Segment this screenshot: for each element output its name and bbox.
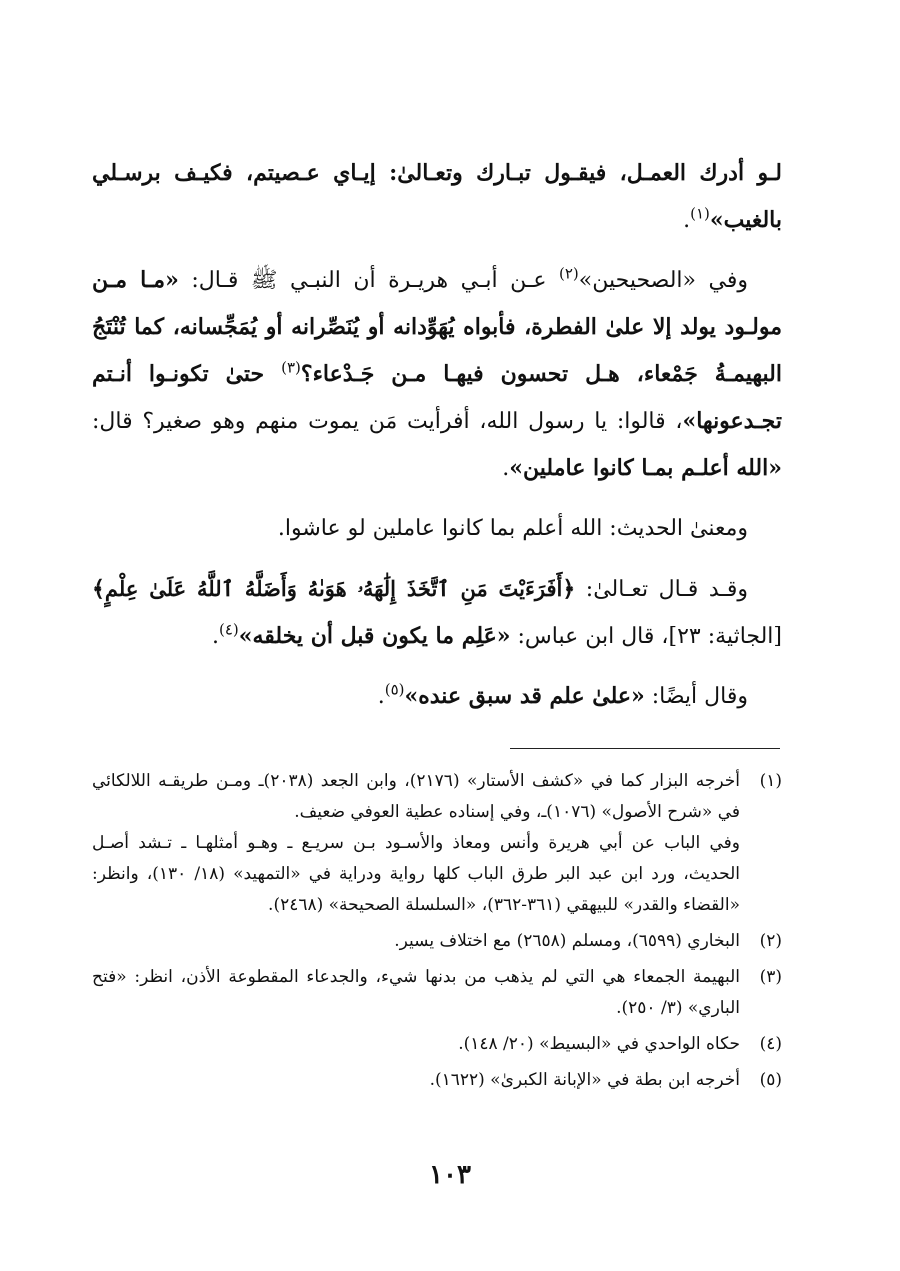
footnote-number: (٢) xyxy=(759,931,782,951)
paragraph-1 xyxy=(92,150,782,244)
footnote-text: البهيمة الجمعاء هي التي لم يذهب من بدنها شيء، والجدعاء المقطوعة الأذن، انظر: «فتح الباري» (٣/ ٢٥٠). xyxy=(92,967,740,1018)
paragraph-2 xyxy=(92,257,782,492)
footnote-ref: (٣) xyxy=(281,358,301,377)
footnote-text: حكاه الواحدي في «البسيط» (٢٠/ ١٤٨). xyxy=(458,1034,740,1054)
footnote-text: أخرجه ابن بطة في «الإبانة الكبرىٰ» (١٦٢٢). xyxy=(429,1070,740,1090)
punctuation: . xyxy=(502,456,510,481)
footnote-ref: (٤) xyxy=(218,620,239,639)
paragraph-3 xyxy=(92,505,782,552)
meaning-text: الله أعلم بما كانوا عاملين لو عاشوا. xyxy=(277,516,603,541)
footnote-number: (٣) xyxy=(759,967,782,987)
footnotes xyxy=(92,766,782,1101)
footnote-text-continued: وفي الباب عن أبي هريرة وأنس ومعاذ والأسـود بـن سريـع ـ وهـو أمثلهـا ـ تـشد أصـل الحديث، ورد ابن عبد البر طرق الباب كلها رواية ودراية في «التمهيد» (١٨/ ١٣٠)، وانظر: «القضاء والقدر» للبيهقي (٣٦١-٣٦٢)، «السلسلة الصحيحة» (٢٤٦٨). xyxy=(92,833,740,915)
footnote-ref: (٥) xyxy=(384,680,405,699)
main-text xyxy=(92,150,782,733)
punctuation: . xyxy=(211,624,219,649)
hadith-text: لـو أدرك العمـل، فيقـول تبـارك وتعـالىٰ: إيـاي عـصيتم، فكيـف برسـلي بالغيب» xyxy=(92,160,782,233)
footnote-ref: (٢) xyxy=(558,264,579,283)
footnote-1 xyxy=(92,766,782,921)
footnote-ref: (١) xyxy=(690,204,710,223)
paragraph-4 xyxy=(92,565,782,660)
hadith-text: «مـا مـن مولـود يولد إلا علىٰ الفطرة، فأبواه يُهَوِّدانه أو يُنَصِّرانه أو يُمَجِّسانه، كما تُنْتَجُ البهيمـةُ جَمْعاء، هـل تحسون فيهـا مـن جَـدْعاء؟ xyxy=(92,267,782,387)
paragraph-5 xyxy=(92,673,782,720)
footnote-divider xyxy=(510,748,780,749)
hadith-answer: «الله أعلـم بمـا كانوا عاملين» xyxy=(509,455,782,481)
also-quote: «علىٰ علم قد سبق عنده» xyxy=(404,683,645,709)
narration-intro: وفي «الصحيحين» xyxy=(578,268,748,293)
verse-close-bracket: ﴾ xyxy=(92,576,105,602)
narration-chain: عـن أبـي هريـرة أن النبـي ﷺ قـال: xyxy=(178,268,559,293)
also-intro: وقال أيضًا: xyxy=(644,684,748,709)
punctuation: . xyxy=(683,208,691,233)
footnote-5 xyxy=(92,1065,782,1096)
footnote-2 xyxy=(92,926,782,957)
footnote-4 xyxy=(92,1029,782,1060)
footnote-number: (١) xyxy=(759,771,782,791)
verse-open-bracket: ﴿ xyxy=(562,576,576,602)
footnote-text: أخرجه البزار كما في «كشف الأستار» (٢١٧٦)، وابن الجعد (٢٠٣٨)ـ ومـن طريقـه اللالكائي في «شرح الأصول» (١٠٧٦)ـ، وفي إسناده عطية العوفي ضعيف. xyxy=(92,771,741,822)
meaning-intro: ومعنىٰ الحديث: xyxy=(602,516,748,541)
footnote-3 xyxy=(92,962,782,1024)
narration-question: ، قالوا: يا رسول الله، أفرأيت مَن يموت منهم وهو صغير؟ قال: xyxy=(92,409,683,434)
ibn-abbas-intro: قال ابن عباس: xyxy=(510,624,662,649)
hadith-text-end: حتىٰ تكونـوا أنـتم تجـدعونها» xyxy=(92,361,782,434)
footnote-text: البخاري (٦٥٩٩)، ومسلم (٢٦٥٨) مع اختلاف يسير. xyxy=(394,931,740,951)
punctuation: . xyxy=(377,684,385,709)
page-number: ١٠٣ xyxy=(429,1160,471,1190)
footnote-number: (٤) xyxy=(759,1034,782,1054)
verse-citation: [الجاثية: ٢٣]، xyxy=(661,624,782,649)
ibn-abbas-quote: «عَلِم ما يكون قبل أن يخلقه» xyxy=(238,623,511,649)
quran-verse: أَفَرَءَيْتَ مَنِ ٱتَّخَذَ إِلَٰهَهُۥ هَوَىٰهُ وَأَضَلَّهُ ٱللَّهُ عَلَىٰ عِلْمٍ xyxy=(104,576,563,601)
verse-intro: وقـد قـال تعـالىٰ: xyxy=(575,577,748,602)
footnote-number: (٥) xyxy=(759,1070,782,1090)
